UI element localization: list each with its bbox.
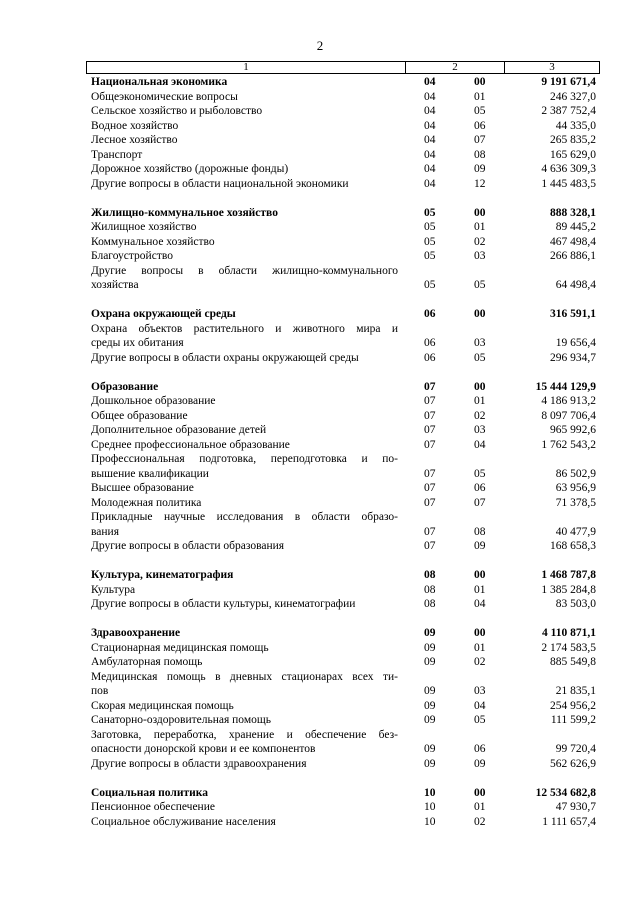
table-header bbox=[86, 61, 600, 74]
row-amount: 266 886,1 bbox=[550, 250, 596, 262]
row-subsection-code: 05 bbox=[474, 351, 486, 364]
row-name: Высшее образование bbox=[91, 482, 194, 494]
row-section-code: 07 bbox=[424, 482, 436, 494]
row-section-code: 07 bbox=[424, 496, 436, 509]
row-name: Прикладные научные исследования в области образо- bbox=[91, 511, 398, 523]
table-row bbox=[0, 351, 640, 366]
row-amount: 2 387 752,4 bbox=[541, 105, 596, 117]
row-name: хозяйства bbox=[91, 279, 139, 291]
row-name: Национальная экономика bbox=[91, 76, 228, 88]
row-section-code: 09 bbox=[424, 714, 436, 726]
row-name: Образование bbox=[91, 380, 159, 393]
row-amount: 4 636 309,3 bbox=[541, 163, 596, 175]
row-amount: 1 385 284,8 bbox=[541, 583, 596, 596]
row-amount: 168 658,3 bbox=[550, 540, 596, 552]
table-row bbox=[0, 438, 640, 453]
row-amount: 86 502,9 bbox=[555, 467, 596, 480]
row-section-code: 05 bbox=[424, 235, 436, 248]
row-spacer bbox=[0, 554, 640, 569]
row-amount: 83 503,0 bbox=[555, 598, 596, 610]
row-amount: 1 762 543,2 bbox=[541, 438, 596, 451]
row-subsection-code: 00 bbox=[474, 380, 486, 393]
row-subsection-code: 05 bbox=[474, 105, 486, 117]
row-subsection-code: 04 bbox=[474, 598, 486, 610]
table-row bbox=[0, 90, 640, 105]
row-name: Профессиональная подготовка, переподготовка и по- bbox=[91, 453, 398, 465]
row-subsection-code: 06 bbox=[474, 119, 486, 132]
header-col-1: 1 bbox=[87, 62, 406, 73]
row-section-code: 04 bbox=[424, 148, 436, 161]
table-row bbox=[0, 641, 640, 656]
row-name: Санаторно-оздоровительная помощь bbox=[91, 714, 271, 726]
table-row bbox=[0, 104, 640, 119]
row-amount: 64 498,4 bbox=[555, 279, 596, 291]
row-name: Охрана окружающей среды bbox=[91, 308, 236, 320]
row-subsection-code: 04 bbox=[474, 699, 486, 712]
table-row bbox=[0, 597, 640, 612]
row-name: Культура, кинематография bbox=[91, 569, 234, 581]
table-row bbox=[0, 539, 640, 554]
table-row bbox=[0, 148, 640, 163]
table-row bbox=[0, 177, 640, 192]
row-name: Амбулаторная помощь bbox=[91, 656, 203, 668]
header-col-3: 3 bbox=[549, 61, 555, 73]
row-amount: 165 629,0 bbox=[550, 148, 596, 161]
row-spacer bbox=[0, 612, 640, 627]
row-amount: 44 335,0 bbox=[555, 119, 596, 132]
row-section-code: 10 bbox=[424, 801, 436, 813]
row-amount: 12 534 682,8 bbox=[535, 786, 596, 799]
row-subsection-code: 00 bbox=[474, 206, 486, 219]
row-name: Молодежная политика bbox=[91, 496, 202, 509]
row-section-code: 09 bbox=[424, 743, 436, 755]
row-section-code: 04 bbox=[424, 119, 436, 132]
section-row bbox=[0, 568, 640, 583]
row-subsection-code: 01 bbox=[474, 221, 486, 233]
row-section-code: 09 bbox=[424, 627, 436, 639]
row-amount: 4 186 913,2 bbox=[541, 395, 596, 407]
row-name: опасности донорской крови и ее компонентов bbox=[91, 743, 316, 755]
row-name: Коммунальное хозяйство bbox=[91, 235, 215, 248]
row-section-code: 07 bbox=[424, 380, 436, 393]
row-subsection-code: 00 bbox=[474, 627, 486, 639]
table-row bbox=[0, 423, 640, 438]
row-subsection-code: 09 bbox=[474, 163, 486, 175]
row-section-code: 04 bbox=[424, 134, 436, 146]
row-section-code: 04 bbox=[424, 76, 436, 88]
row-name: Жилищно-коммунальное хозяйство bbox=[91, 206, 278, 219]
row-name: Другие вопросы в области охраны окружающей среды bbox=[91, 351, 359, 364]
table-row bbox=[0, 467, 640, 482]
row-subsection-code: 03 bbox=[474, 424, 486, 436]
row-section-code: 07 bbox=[424, 424, 436, 436]
table-row bbox=[0, 409, 640, 424]
row-subsection-code: 01 bbox=[474, 641, 486, 654]
row-subsection-code: 03 bbox=[474, 685, 486, 697]
row-name: вания bbox=[91, 525, 119, 538]
row-amount: 8 097 706,4 bbox=[541, 409, 596, 422]
row-section-code: 04 bbox=[424, 177, 436, 190]
row-section-code: 08 bbox=[424, 598, 436, 610]
row-section-code: 04 bbox=[424, 163, 436, 175]
row-name: Другие вопросы в области жилищно-коммунального bbox=[91, 264, 398, 277]
row-amount: 15 444 129,9 bbox=[535, 380, 596, 393]
row-amount: 296 934,7 bbox=[550, 351, 596, 364]
row-spacer bbox=[0, 191, 640, 206]
row-subsection-code: 08 bbox=[474, 525, 486, 538]
row-section-code: 09 bbox=[424, 757, 436, 770]
table-row bbox=[0, 757, 640, 772]
section-row bbox=[0, 307, 640, 322]
table-row bbox=[0, 162, 640, 177]
row-name: Сельское хозяйство и рыболовство bbox=[91, 105, 263, 117]
row-section-code: 07 bbox=[424, 409, 436, 422]
row-amount: 888 328,1 bbox=[550, 206, 596, 219]
table-row bbox=[0, 815, 640, 830]
row-name: Здравоохранение bbox=[91, 627, 181, 639]
table-row bbox=[0, 525, 640, 540]
row-section-code: 09 bbox=[424, 699, 436, 712]
row-name: Медицинская помощь в дневных стационарах всех ти- bbox=[91, 670, 398, 683]
row-name: Дополнительное образование детей bbox=[91, 424, 267, 436]
row-subsection-code: 07 bbox=[474, 496, 486, 509]
row-amount: 467 498,4 bbox=[550, 235, 596, 248]
row-subsection-code: 06 bbox=[474, 482, 486, 494]
table-row bbox=[0, 713, 640, 728]
row-subsection-code: 01 bbox=[474, 801, 486, 813]
table-row bbox=[0, 510, 640, 525]
row-amount: 47 930,7 bbox=[555, 801, 596, 813]
row-name: Благоустройство bbox=[91, 250, 173, 262]
section-row bbox=[0, 75, 640, 90]
row-subsection-code: 03 bbox=[474, 337, 486, 349]
row-amount: 885 549,8 bbox=[550, 656, 596, 668]
row-name: Дорожное хозяйство (дорожные фонды) bbox=[91, 163, 289, 175]
table-row bbox=[0, 742, 640, 757]
row-subsection-code: 02 bbox=[474, 656, 486, 668]
row-subsection-code: 01 bbox=[474, 90, 486, 103]
row-amount: 99 720,4 bbox=[555, 743, 596, 755]
row-name: Социальная политика bbox=[91, 786, 208, 799]
row-amount: 965 992,6 bbox=[550, 424, 596, 436]
row-spacer bbox=[0, 771, 640, 786]
row-subsection-code: 09 bbox=[474, 757, 486, 770]
row-subsection-code: 05 bbox=[474, 467, 486, 480]
table-row bbox=[0, 684, 640, 699]
row-spacer bbox=[0, 293, 640, 308]
row-name: Лесное хозяйство bbox=[91, 134, 178, 146]
row-name: вышение квалификации bbox=[91, 467, 209, 480]
row-subsection-code: 01 bbox=[474, 395, 486, 407]
row-amount: 265 835,2 bbox=[550, 134, 596, 146]
table-row bbox=[0, 699, 640, 714]
row-section-code: 10 bbox=[424, 815, 436, 828]
row-subsection-code: 08 bbox=[474, 148, 486, 161]
row-amount: 316 591,1 bbox=[550, 308, 596, 320]
row-section-code: 07 bbox=[424, 467, 436, 480]
page-number: 2 bbox=[316, 38, 324, 53]
row-subsection-code: 00 bbox=[474, 308, 486, 320]
row-name: Транспорт bbox=[91, 148, 143, 161]
row-amount: 111 599,2 bbox=[550, 714, 596, 726]
row-subsection-code: 12 bbox=[474, 177, 486, 190]
row-section-code: 09 bbox=[424, 685, 436, 697]
row-name: Пенсионное обеспечение bbox=[91, 801, 215, 813]
row-amount: 1 468 787,8 bbox=[541, 569, 596, 581]
row-name: Общеэкономические вопросы bbox=[91, 90, 238, 103]
row-subsection-code: 06 bbox=[474, 743, 486, 755]
row-name: среды их обитания bbox=[91, 337, 184, 349]
table-row bbox=[0, 452, 640, 467]
row-name: Другие вопросы в области здравоохранения bbox=[91, 757, 307, 770]
row-name: Дошкольное образование bbox=[91, 395, 216, 407]
row-name: Скорая медицинская помощь bbox=[91, 699, 234, 712]
row-amount: 89 445,2 bbox=[555, 221, 596, 233]
row-section-code: 04 bbox=[424, 105, 436, 117]
row-amount: 4 110 871,1 bbox=[542, 627, 596, 639]
row-section-code: 07 bbox=[424, 395, 436, 407]
row-subsection-code: 02 bbox=[474, 815, 486, 828]
table-row bbox=[0, 220, 640, 235]
row-section-code: 07 bbox=[424, 438, 436, 451]
row-name: Социальное обслуживание населения bbox=[91, 815, 276, 828]
table-row bbox=[0, 496, 640, 511]
row-subsection-code: 01 bbox=[474, 583, 486, 596]
table-row bbox=[0, 481, 640, 496]
row-subsection-code: 03 bbox=[474, 250, 486, 262]
row-spacer bbox=[0, 365, 640, 380]
row-subsection-code: 05 bbox=[474, 279, 486, 291]
section-row bbox=[0, 206, 640, 221]
row-section-code: 07 bbox=[424, 525, 436, 538]
row-section-code: 05 bbox=[424, 206, 436, 219]
budget-table bbox=[0, 75, 640, 829]
row-amount: 1 111 657,4 bbox=[542, 815, 596, 828]
row-name: Среднее профессиональное образование bbox=[91, 438, 290, 451]
row-subsection-code: 04 bbox=[474, 438, 486, 451]
section-row bbox=[0, 786, 640, 801]
row-section-code: 08 bbox=[424, 569, 436, 581]
row-subsection-code: 02 bbox=[474, 409, 486, 422]
table-row bbox=[0, 235, 640, 250]
row-amount: 71 378,5 bbox=[555, 496, 596, 509]
table-row bbox=[0, 278, 640, 293]
table-row bbox=[0, 394, 640, 409]
row-subsection-code: 05 bbox=[474, 714, 486, 726]
row-amount: 40 477,9 bbox=[555, 525, 596, 538]
table-row bbox=[0, 800, 640, 815]
row-name: Другие вопросы в области национальной экономики bbox=[91, 177, 349, 190]
table-row bbox=[0, 728, 640, 743]
row-section-code: 06 bbox=[424, 351, 436, 364]
row-name: Охрана объектов растительного и животного мира и bbox=[91, 322, 398, 335]
row-amount: 562 626,9 bbox=[550, 757, 596, 770]
row-name: Другие вопросы в области образования bbox=[91, 540, 285, 552]
table-row bbox=[0, 249, 640, 264]
row-name: пов bbox=[91, 685, 109, 697]
row-name: Культура bbox=[91, 583, 136, 596]
row-amount: 63 956,9 bbox=[555, 482, 596, 494]
row-section-code: 05 bbox=[424, 250, 436, 262]
row-amount: 1 445 483,5 bbox=[541, 177, 596, 190]
row-section-code: 06 bbox=[424, 308, 436, 320]
row-amount: 9 191 671,4 bbox=[541, 76, 596, 88]
row-subsection-code: 00 bbox=[474, 76, 486, 88]
table-row bbox=[0, 133, 640, 148]
row-name: Жилищное хозяйство bbox=[91, 221, 197, 233]
row-name: Другие вопросы в области культуры, кинематографии bbox=[91, 598, 356, 610]
section-row bbox=[0, 626, 640, 641]
header-col-2: 2 bbox=[406, 62, 505, 73]
table-row bbox=[0, 322, 640, 337]
row-amount: 2 174 583,5 bbox=[541, 641, 596, 654]
row-section-code: 07 bbox=[424, 540, 436, 552]
row-section-code: 08 bbox=[424, 583, 436, 596]
row-amount: 21 835,1 bbox=[555, 685, 596, 697]
row-section-code: 09 bbox=[424, 641, 436, 654]
table-row bbox=[0, 336, 640, 351]
row-name: Заготовка, переработка, хранение и обеспечение без- bbox=[91, 728, 398, 741]
row-subsection-code: 07 bbox=[474, 134, 486, 146]
row-subsection-code: 02 bbox=[474, 235, 486, 248]
row-subsection-code: 09 bbox=[474, 540, 486, 552]
section-row bbox=[0, 380, 640, 395]
row-amount: 19 656,4 bbox=[555, 337, 596, 349]
table-row bbox=[0, 264, 640, 279]
row-section-code: 06 bbox=[424, 337, 436, 349]
table-row bbox=[0, 655, 640, 670]
row-amount: 246 327,0 bbox=[550, 90, 596, 103]
row-section-code: 05 bbox=[424, 279, 436, 291]
row-amount: 254 956,2 bbox=[550, 699, 596, 712]
row-name: Общее образование bbox=[91, 409, 188, 422]
table-row bbox=[0, 583, 640, 598]
table-row bbox=[0, 119, 640, 134]
table-row bbox=[0, 670, 640, 685]
row-subsection-code: 00 bbox=[474, 569, 486, 581]
row-section-code: 10 bbox=[424, 786, 436, 799]
row-section-code: 04 bbox=[424, 90, 436, 103]
row-subsection-code: 00 bbox=[474, 786, 486, 799]
row-section-code: 05 bbox=[424, 221, 436, 233]
row-section-code: 09 bbox=[424, 656, 436, 668]
row-name: Водное хозяйство bbox=[91, 119, 179, 132]
row-name: Стационарная медицинская помощь bbox=[91, 641, 269, 654]
